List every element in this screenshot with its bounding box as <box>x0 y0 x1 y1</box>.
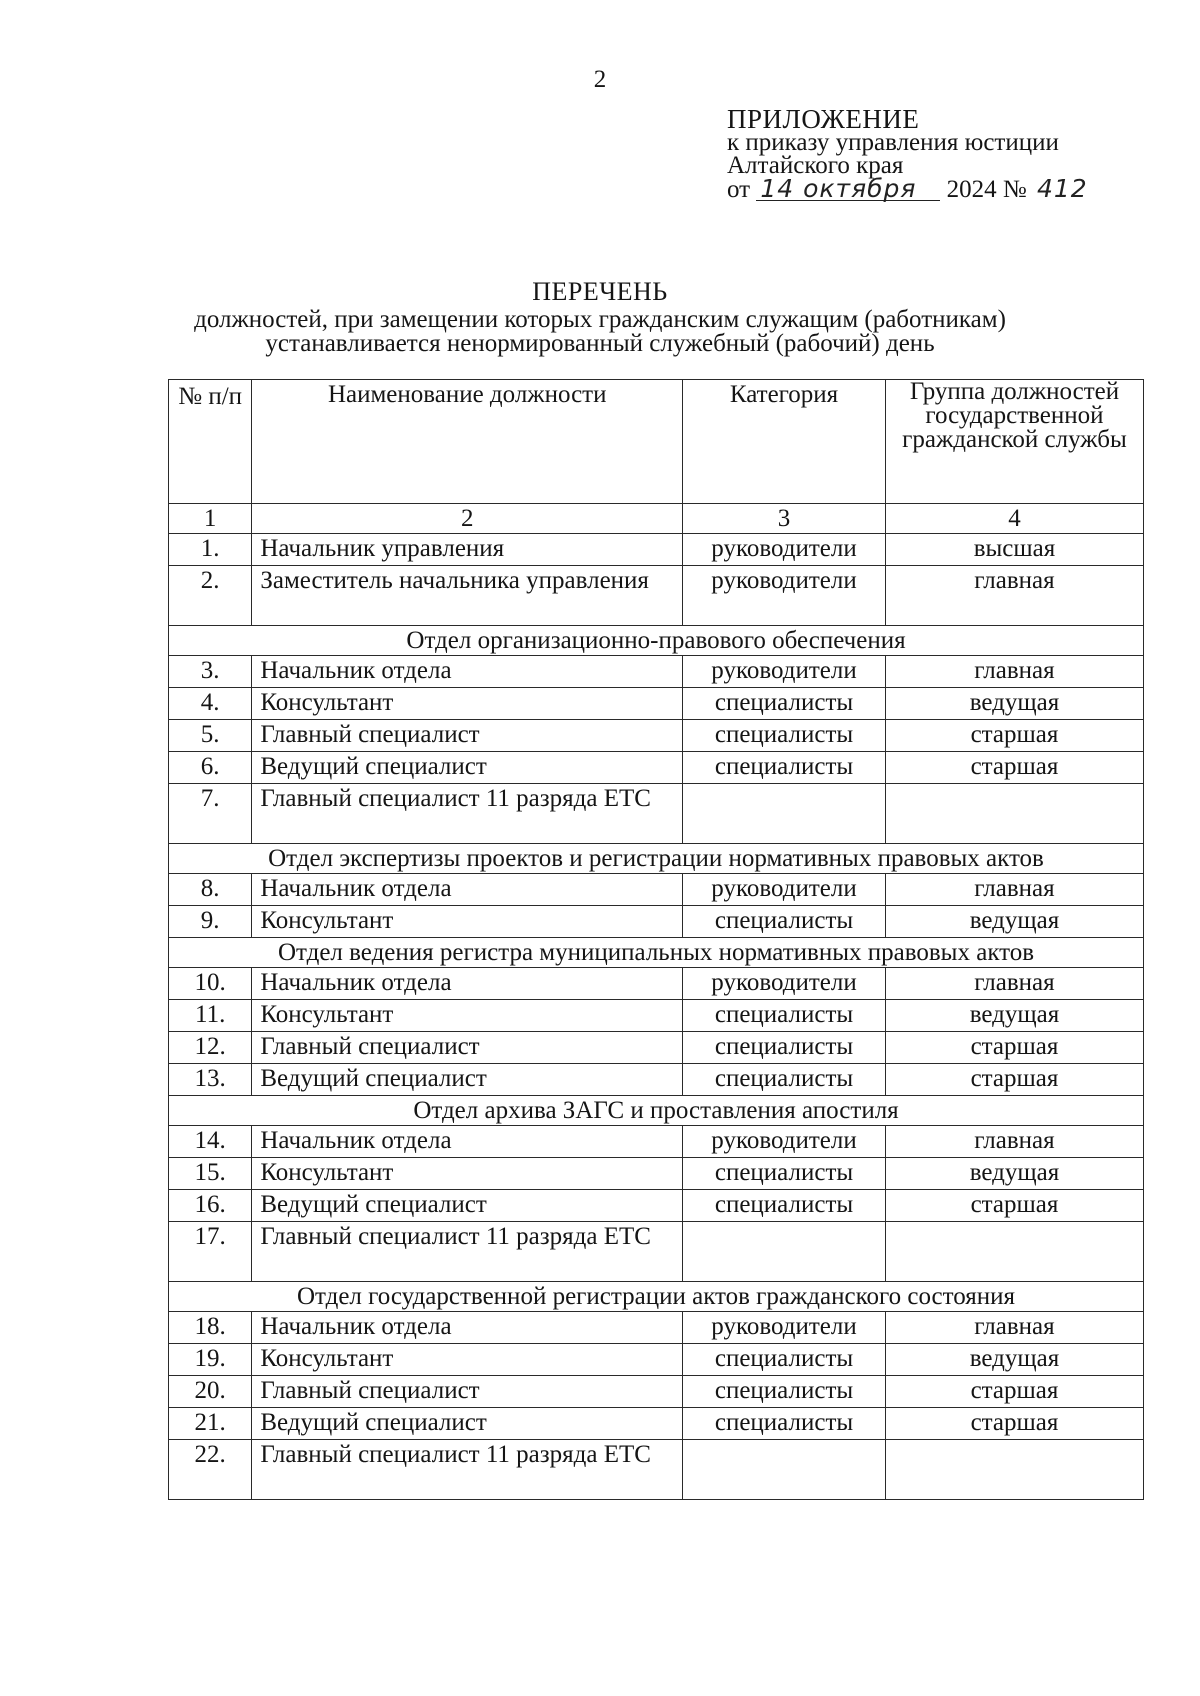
row-category: руководители <box>683 1312 886 1344</box>
handwritten-number: 412 <box>1036 174 1088 203</box>
table-row <box>169 566 1144 626</box>
table-row <box>169 688 1144 720</box>
row-category: специалисты <box>683 1408 886 1440</box>
row-position-name: Главный специалист <box>252 1032 683 1064</box>
row-group <box>885 784 1143 844</box>
row-number: 4. <box>169 688 252 720</box>
row-position-name: Ведущий специалист <box>252 1064 683 1096</box>
row-position-name: Ведущий специалист <box>252 1190 683 1222</box>
row-category: специалисты <box>683 1158 886 1190</box>
row-category: специалисты <box>683 1344 886 1376</box>
row-category: специалисты <box>683 1376 886 1408</box>
table-row <box>169 784 1144 844</box>
table-row <box>169 720 1144 752</box>
table-row <box>169 1408 1144 1440</box>
row-number: 12. <box>169 1032 252 1064</box>
row-category: специалисты <box>683 1032 886 1064</box>
row-number: 14. <box>169 1126 252 1158</box>
column-index: 4 <box>885 504 1143 534</box>
row-group: главная <box>885 656 1143 688</box>
row-category: специалисты <box>683 906 886 938</box>
row-category: специалисты <box>683 720 886 752</box>
row-category: руководители <box>683 534 886 566</box>
header-category: Категория <box>683 380 886 504</box>
row-number: 6. <box>169 752 252 784</box>
row-number: 11. <box>169 1000 252 1032</box>
row-position-name: Ведущий специалист <box>252 752 683 784</box>
row-group: высшая <box>885 534 1143 566</box>
row-position-name: Начальник отдела <box>252 968 683 1000</box>
row-number: 17. <box>169 1222 252 1282</box>
table-row <box>169 1158 1144 1190</box>
row-group: старшая <box>885 1190 1143 1222</box>
row-group: главная <box>885 566 1143 626</box>
section-title: Отдел архива ЗАГС и проставления апостиля <box>169 1096 1144 1126</box>
row-group: старшая <box>885 752 1143 784</box>
appendix-date-line <box>727 174 1107 203</box>
row-group <box>885 1222 1143 1282</box>
heading-title: ПЕРЕЧЕНЬ <box>532 277 668 306</box>
table-row <box>169 1344 1144 1376</box>
handwritten-date: 14 октября <box>756 177 940 201</box>
row-category: специалисты <box>683 752 886 784</box>
row-position-name: Консультант <box>252 1158 683 1190</box>
row-group: ведущая <box>885 906 1143 938</box>
row-number: 1. <box>169 534 252 566</box>
table-row <box>169 1032 1144 1064</box>
table-row <box>169 906 1144 938</box>
row-group: ведущая <box>885 1158 1143 1190</box>
column-index: 3 <box>683 504 886 534</box>
row-group: главная <box>885 1312 1143 1344</box>
row-position-name: Главный специалист 11 разряда ЕТС <box>252 1222 683 1282</box>
header-num: № п/п <box>169 380 252 504</box>
row-position-name: Главный специалист <box>252 720 683 752</box>
row-number: 2. <box>169 566 252 626</box>
row-number: 10. <box>169 968 252 1000</box>
section-row <box>169 626 1144 656</box>
table-row <box>169 656 1144 688</box>
row-category: руководители <box>683 968 886 1000</box>
row-category: руководители <box>683 874 886 906</box>
table-row <box>169 534 1144 566</box>
row-group: старшая <box>885 1032 1143 1064</box>
row-group: главная <box>885 874 1143 906</box>
row-position-name: Начальник отдела <box>252 656 683 688</box>
row-number: 5. <box>169 720 252 752</box>
date-year: 2024 № <box>946 176 1027 203</box>
row-category: руководители <box>683 656 886 688</box>
column-index: 2 <box>252 504 683 534</box>
row-number: 3. <box>169 656 252 688</box>
column-index-row <box>169 504 1144 534</box>
row-group: ведущая <box>885 1000 1143 1032</box>
table-row <box>169 1000 1144 1032</box>
row-group: старшая <box>885 720 1143 752</box>
row-number: 16. <box>169 1190 252 1222</box>
row-group: ведущая <box>885 1344 1143 1376</box>
row-position-name: Главный специалист <box>252 1376 683 1408</box>
table-header-row <box>169 380 1144 504</box>
row-position-name: Ведущий специалист <box>252 1408 683 1440</box>
row-position-name: Консультант <box>252 1000 683 1032</box>
row-position-name: Начальник отдела <box>252 1312 683 1344</box>
table-row <box>169 874 1144 906</box>
table-row <box>169 1126 1144 1158</box>
row-position-name: Заместитель начальника управления <box>252 566 683 626</box>
row-category <box>683 784 886 844</box>
section-title: Отдел государственной регистрации актов гражданского состояния <box>169 1282 1144 1312</box>
row-category: специалисты <box>683 1190 886 1222</box>
row-position-name: Начальник отдела <box>252 874 683 906</box>
row-number: 19. <box>169 1344 252 1376</box>
row-position-name: Главный специалист 11 разряда ЕТС <box>252 1440 683 1500</box>
row-position-name: Консультант <box>252 906 683 938</box>
row-group: старшая <box>885 1408 1143 1440</box>
row-number: 21. <box>169 1408 252 1440</box>
row-number: 9. <box>169 906 252 938</box>
section-title: Отдел организационно-правового обеспечения <box>169 626 1144 656</box>
section-row <box>169 1282 1144 1312</box>
appendix-title: ПРИЛОЖЕНИЕ <box>727 104 920 134</box>
appendix-block <box>727 104 1107 203</box>
row-number: 18. <box>169 1312 252 1344</box>
row-group <box>885 1440 1143 1500</box>
table-row <box>169 968 1144 1000</box>
row-number: 13. <box>169 1064 252 1096</box>
heading-line-1: должностей, при замещении которых гражданским служащим (работникам) <box>194 306 1006 333</box>
table-row <box>169 1312 1144 1344</box>
section-row <box>169 1096 1144 1126</box>
row-group: главная <box>885 968 1143 1000</box>
table-row <box>169 1190 1144 1222</box>
row-position-name: Главный специалист 11 разряда ЕТС <box>252 784 683 844</box>
row-position-name: Консультант <box>252 1344 683 1376</box>
row-number: 8. <box>169 874 252 906</box>
row-group: главная <box>885 1126 1143 1158</box>
section-row <box>169 844 1144 874</box>
row-number: 22. <box>169 1440 252 1500</box>
positions-table <box>168 379 1144 1500</box>
row-category: руководители <box>683 566 886 626</box>
table-row <box>169 1222 1144 1282</box>
row-category <box>683 1222 886 1282</box>
row-position-name: Начальник управления <box>252 534 683 566</box>
section-title: Отдел ведения регистра муниципальных нормативных правовых актов <box>169 938 1144 968</box>
row-number: 7. <box>169 784 252 844</box>
column-index: 1 <box>169 504 252 534</box>
header-name: Наименование должности <box>252 380 683 504</box>
row-position-name: Консультант <box>252 688 683 720</box>
section-row <box>169 938 1144 968</box>
section-title: Отдел экспертизы проектов и регистрации нормативных правовых актов <box>169 844 1144 874</box>
appendix-line-2: Алтайского края <box>727 152 904 179</box>
row-category <box>683 1440 886 1500</box>
row-category: специалисты <box>683 688 886 720</box>
table-row <box>169 1376 1144 1408</box>
header-group: Группа должностей государственной гражданской службы <box>885 380 1143 504</box>
date-prefix: от <box>727 176 751 203</box>
table-row <box>169 1064 1144 1096</box>
table-row <box>169 1440 1144 1500</box>
appendix-line-1: к приказу управления юстиции <box>727 129 1059 156</box>
row-category: специалисты <box>683 1000 886 1032</box>
row-category: руководители <box>683 1126 886 1158</box>
row-position-name: Начальник отдела <box>252 1126 683 1158</box>
heading-line-2: устанавливается ненормированный служебный (рабочий) день <box>265 330 935 357</box>
row-group: старшая <box>885 1376 1143 1408</box>
page-number: 2 <box>593 66 607 93</box>
row-number: 20. <box>169 1376 252 1408</box>
row-group: старшая <box>885 1064 1143 1096</box>
table-row <box>169 752 1144 784</box>
row-category: специалисты <box>683 1064 886 1096</box>
row-number: 15. <box>169 1158 252 1190</box>
row-group: ведущая <box>885 688 1143 720</box>
